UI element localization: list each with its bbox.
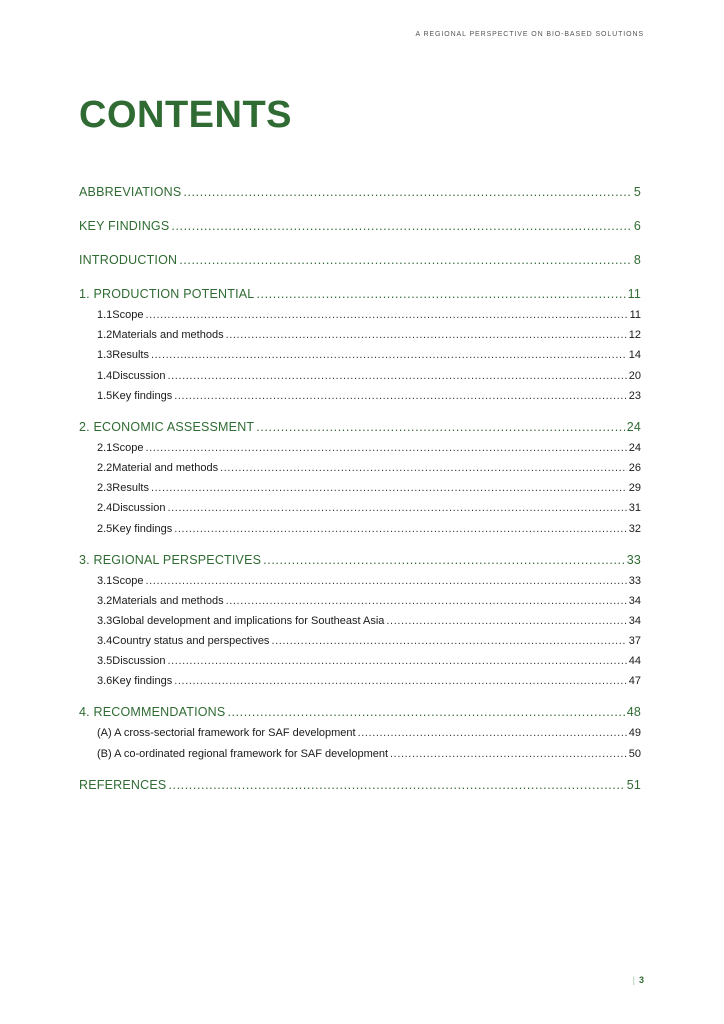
toc-subentry[interactable]: [97, 725, 641, 742]
toc-subentry-number: 1.1: [97, 309, 113, 321]
toc-subentry-page: 24: [628, 441, 641, 454]
toc-subentry-page: 29: [628, 482, 641, 495]
toc-subsection-list: [79, 573, 641, 691]
toc-subentry-page: 23: [628, 389, 641, 402]
toc-subentry-label: Scope: [112, 574, 144, 587]
dot-leader: [168, 775, 624, 795]
dot-leader: [167, 500, 626, 517]
toc-subentry-label: Key findings: [112, 675, 173, 688]
toc-subsection-list: [79, 725, 641, 762]
page-number: 3: [638, 975, 644, 985]
page-title: CONTENTS: [79, 94, 292, 136]
toc-subentry-number: 3.1: [97, 574, 113, 587]
toc-subentry[interactable]: [97, 521, 641, 538]
toc-subentry-page: 34: [628, 614, 641, 627]
toc-entry-label: INTRODUCTION: [79, 253, 178, 267]
toc-subentry-number: 1.5: [97, 389, 113, 402]
toc-subentry-label: (B) A co-ordinated regional framework for SAF development: [97, 747, 389, 760]
toc-subentry[interactable]: [97, 653, 641, 670]
toc-subentry[interactable]: [97, 500, 641, 517]
toc-subentry-page: 14: [628, 349, 641, 362]
toc-entry-page: 11: [627, 287, 641, 301]
toc-subentry-number: 3.4: [97, 635, 113, 648]
toc-entry-label: 4. RECOMMENDATIONS: [79, 705, 226, 720]
toc-subentry-number: 3.2: [97, 594, 113, 607]
toc-subentry-label: Results: [112, 482, 149, 495]
dot-leader: [263, 550, 625, 570]
toc-entry-page: 8: [633, 253, 641, 267]
toc-subentry-page: 47: [628, 675, 641, 688]
toc-subentry-label: Country status and perspectives: [112, 635, 270, 648]
dot-leader: [226, 327, 627, 344]
toc-subentry[interactable]: [97, 307, 641, 324]
toc-subentry-label: Scope: [112, 441, 144, 454]
dot-leader: [271, 633, 626, 650]
toc-subentry[interactable]: [97, 746, 641, 763]
toc-subentry-label: Global development and implications for Southeast Asia: [112, 614, 385, 627]
toc-subentry-page: 34: [628, 594, 641, 607]
toc-subentry-page: 37: [628, 635, 641, 648]
page-footer: [633, 975, 644, 985]
toc-subentry-number: 2.4: [97, 502, 113, 515]
toc-subentry[interactable]: [97, 388, 641, 405]
dot-leader: [171, 216, 631, 236]
toc-subentry-page: 50: [628, 747, 641, 760]
dot-leader: [174, 673, 627, 690]
toc-entry-page: 51: [626, 777, 641, 792]
toc-entry-page: 24: [626, 419, 641, 434]
dot-leader: [226, 593, 627, 610]
toc-subentry-label: Results: [112, 349, 149, 362]
toc-entry-label: ABBREVIATIONS: [79, 185, 182, 199]
toc-subentry[interactable]: [97, 347, 641, 364]
toc-subentry-label: Discussion: [112, 502, 166, 515]
toc-entry-key-findings[interactable]: [79, 216, 641, 236]
toc-entry-label: 1. PRODUCTION POTENTIAL: [79, 287, 255, 301]
toc-section-production-potential[interactable]: [79, 284, 641, 304]
toc-entry-introduction[interactable]: [79, 250, 641, 270]
toc-subentry-page: 32: [628, 522, 641, 535]
toc-entry-label: 2. ECONOMIC ASSESSMENT: [79, 419, 255, 434]
toc-subentry-number: 1.2: [97, 329, 113, 342]
toc-subentry[interactable]: [97, 480, 641, 497]
dot-leader: [151, 480, 627, 497]
dot-leader: [390, 746, 627, 763]
toc-subentry-page: 11: [629, 309, 641, 321]
toc-section-economic-assessment[interactable]: [79, 417, 641, 437]
dot-leader: [146, 307, 628, 324]
toc-entry-label: REFERENCES: [79, 777, 167, 792]
toc-subentry[interactable]: [97, 327, 641, 344]
toc-subentry-label: Discussion: [112, 369, 166, 382]
toc-subentry[interactable]: [97, 573, 641, 590]
separator-bar: |: [632, 975, 635, 985]
toc-subentry-number: 3.3: [97, 614, 113, 627]
toc-subentry[interactable]: [97, 613, 641, 630]
toc-subentry[interactable]: [97, 368, 641, 385]
dot-leader: [167, 653, 626, 670]
toc-subentry-label: Material and methods: [112, 461, 219, 474]
toc-subentry-page: 12: [628, 329, 641, 342]
dot-leader: [146, 440, 627, 457]
toc-subentry-number: 2.5: [97, 522, 113, 535]
toc-subentry-number: 1.4: [97, 369, 113, 382]
dot-leader: [167, 368, 626, 385]
toc-entry-label: KEY FINDINGS: [79, 219, 170, 233]
toc-subentry-number: 3.5: [97, 655, 113, 668]
dot-leader: [151, 347, 627, 364]
toc-subsection-list: [79, 440, 641, 538]
toc-subentry-label: Materials and methods: [112, 329, 224, 342]
toc-entry-abbreviations[interactable]: [79, 182, 641, 202]
toc-subentry-label: Key findings: [112, 389, 173, 402]
toc-subsection-list: [79, 307, 641, 405]
toc-subentry-label: Key findings: [112, 522, 173, 535]
running-header: A REGIONAL PERSPECTIVE ON BIO-BASED SOLUTIONS: [415, 31, 644, 38]
toc-subentry-number: 2.2: [97, 461, 113, 474]
toc-subentry[interactable]: [97, 593, 641, 610]
dot-leader: [183, 182, 631, 202]
toc-subentry[interactable]: [97, 460, 641, 477]
toc-subentry-number: 2.3: [97, 482, 113, 495]
toc-subentry-number: 2.1: [97, 441, 113, 454]
toc-subentry-number: 3.6: [97, 675, 113, 688]
toc-subentry-page: 49: [628, 727, 641, 740]
toc-entry-references[interactable]: [79, 775, 641, 795]
table-of-contents: [79, 182, 641, 809]
dot-leader: [220, 460, 627, 477]
toc-subentry-page: 26: [628, 461, 641, 474]
toc-subentry[interactable]: [97, 673, 641, 690]
toc-subentry-label: Materials and methods: [112, 594, 224, 607]
dot-leader: [256, 417, 624, 437]
dot-leader: [227, 702, 624, 722]
toc-subentry-label: (A) A cross-sectorial framework for SAF development: [97, 727, 356, 740]
dot-leader: [256, 284, 625, 304]
toc-entry-page: 48: [626, 705, 641, 720]
dot-leader: [146, 573, 627, 590]
toc-entry-label: 3. REGIONAL PERSPECTIVES: [79, 552, 262, 567]
dot-leader: [174, 521, 627, 538]
dot-leader: [179, 250, 632, 270]
toc-subentry-page: 33: [628, 574, 641, 587]
dot-leader: [386, 613, 626, 630]
toc-subentry-label: Scope: [112, 309, 144, 321]
toc-subentry-number: 1.3: [97, 349, 113, 362]
toc-subentry-page: 20: [628, 369, 641, 382]
toc-section-recommendations[interactable]: [79, 702, 641, 722]
toc-entry-page: 33: [626, 552, 641, 567]
toc-entry-page: 6: [633, 219, 641, 233]
toc-subentry[interactable]: [97, 633, 641, 650]
toc-subentry-label: Discussion: [112, 655, 166, 668]
dot-leader: [174, 388, 627, 405]
toc-subentry[interactable]: [97, 440, 641, 457]
toc-section-regional-perspectives[interactable]: [79, 550, 641, 570]
toc-subentry-page: 31: [628, 502, 641, 515]
dot-leader: [358, 725, 627, 742]
toc-subentry-page: 44: [628, 655, 641, 668]
toc-entry-page: 5: [633, 185, 641, 199]
